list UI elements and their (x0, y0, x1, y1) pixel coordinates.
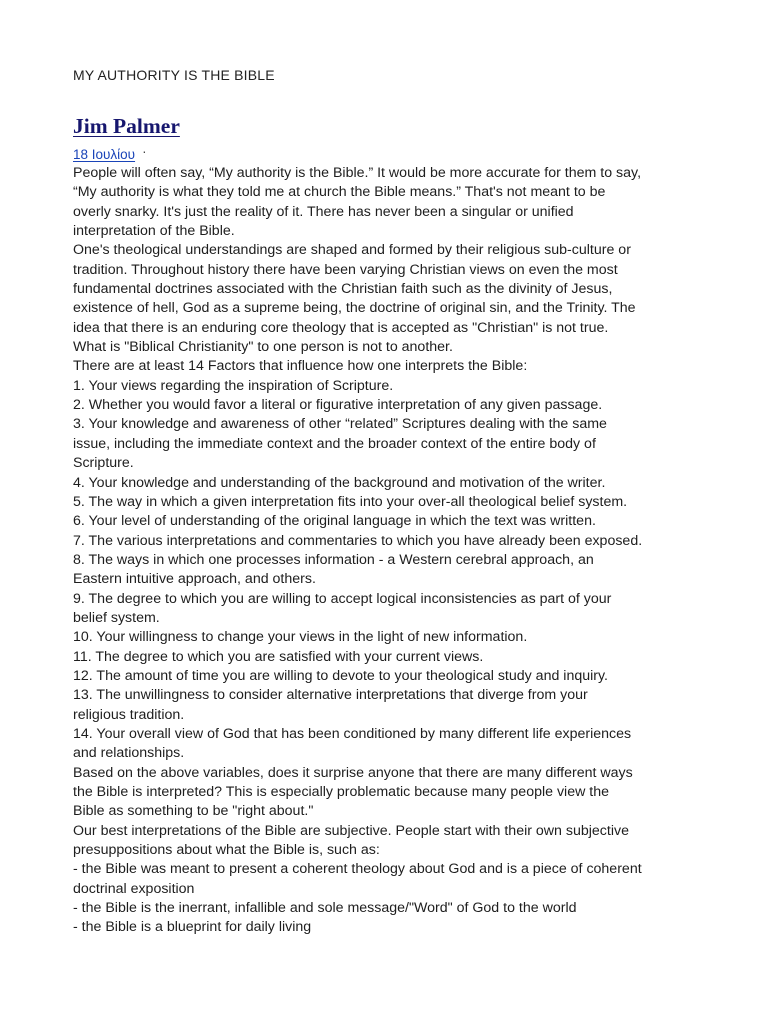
text-line: 10. Your willingness to change your views in the light of new information. (73, 629, 528, 646)
text-line: 2. Whether you would favor a literal or figurative interpretation of any given passage. (73, 397, 603, 414)
document-title: MY AUTHORITY IS THE BIBLE (73, 67, 275, 83)
text-line: existence of hell, God as a supreme being, the doctrine of original sin, and the Trinity. The (73, 300, 636, 317)
post-meta (73, 144, 147, 162)
text-line: and relationships. (73, 745, 185, 762)
text-line: presuppositions about what the Bible is, such as: (73, 842, 380, 859)
author-link[interactable]: Jim Palmer (73, 114, 180, 138)
text-line: There are at least 14 Factors that influence how one interprets the Bible: (73, 358, 528, 375)
text-line: One's theological understandings are shaped and formed by their religious sub-culture or (73, 242, 631, 259)
text-line: Scripture. (73, 455, 134, 472)
text-line: - the Bible was meant to present a coherent theology about God and is a piece of coherent (73, 861, 642, 878)
text-line: “My authority is what they told me at church the Bible means.” That's not meant to be (73, 184, 606, 201)
text-line: issue, including the immediate context and the broader context of the entire body of (73, 435, 596, 452)
text-line: What is "Biblical Christianity" to one person is not to another. (73, 339, 453, 356)
text-line: 11. The degree to which you are satisfied with your current views. (73, 648, 484, 665)
text-line: 8. The ways in which one processes information - a Western cerebral approach, an (73, 551, 594, 568)
text-line: 4. Your knowledge and understanding of the background and motivation of the writer. (73, 474, 606, 491)
text-line: Our best interpretations of the Bible are subjective. People start with their own subjective (73, 822, 629, 839)
text-line: doctrinal exposition (73, 880, 195, 897)
text-line: 1. Your views regarding the inspiration of Scripture. (73, 377, 394, 394)
post-date-link[interactable]: 18 Ιουλίου (73, 147, 136, 162)
text-line: Bible as something to be "right about." (73, 803, 314, 820)
text-line: 3. Your knowledge and awareness of other “related” Scriptures dealing with the same (73, 416, 607, 433)
text-line: Eastern intuitive approach, and others. (73, 571, 316, 588)
text-line: 9. The degree to which you are willing to accept logical inconsistencies as part of your (73, 590, 612, 607)
text-line: People will often say, “My authority is the Bible.” It would be more accurate for them to say, (73, 165, 642, 181)
text-line: 12. The amount of time you are willing to devote to your theological study and inquiry. (73, 667, 608, 684)
meta-separator: · (142, 144, 147, 159)
text-line: 13. The unwillingness to consider alternative interpretations that diverge from your (73, 687, 588, 704)
text-line: religious tradition. (73, 706, 185, 723)
text-line: 7. The various interpretations and commentaries to which you have already been exposed. (73, 532, 643, 549)
text-line: idea that there is an enduring core theology that is accepted as "Christian" is not true. (73, 319, 609, 336)
text-line: the Bible is interpreted? This is especially problematic because many people view the (73, 784, 610, 800)
article-body (73, 164, 713, 938)
text-line: belief system. (73, 609, 160, 626)
text-line: interpretation of the Bible. (73, 223, 235, 240)
text-line: 14. Your overall view of God that has been conditioned by many different life experiences (73, 725, 632, 742)
text-line: - the Bible is the inerrant, infallible and sole message/"Word" of God to the world (73, 900, 577, 917)
text-line: Based on the above variables, does it surprise anyone that there are many different ways (73, 764, 633, 781)
text-line: 6. Your level of understanding of the original language in which the text was written. (73, 513, 596, 530)
text-line: 5. The way in which a given interpretation fits into your over-all theological belief system. (73, 493, 628, 510)
text-line: - the Bible is a blueprint for daily living (73, 919, 312, 936)
text-line: overly snarky. It's just the reality of it. There has never been a singular or unified (73, 203, 574, 220)
text-line: tradition. Throughout history there have been varying Christian views on even the most (73, 261, 618, 278)
text-line: fundamental doctrines associated with the Christian faith such as the divinity of Jesus, (73, 281, 613, 298)
